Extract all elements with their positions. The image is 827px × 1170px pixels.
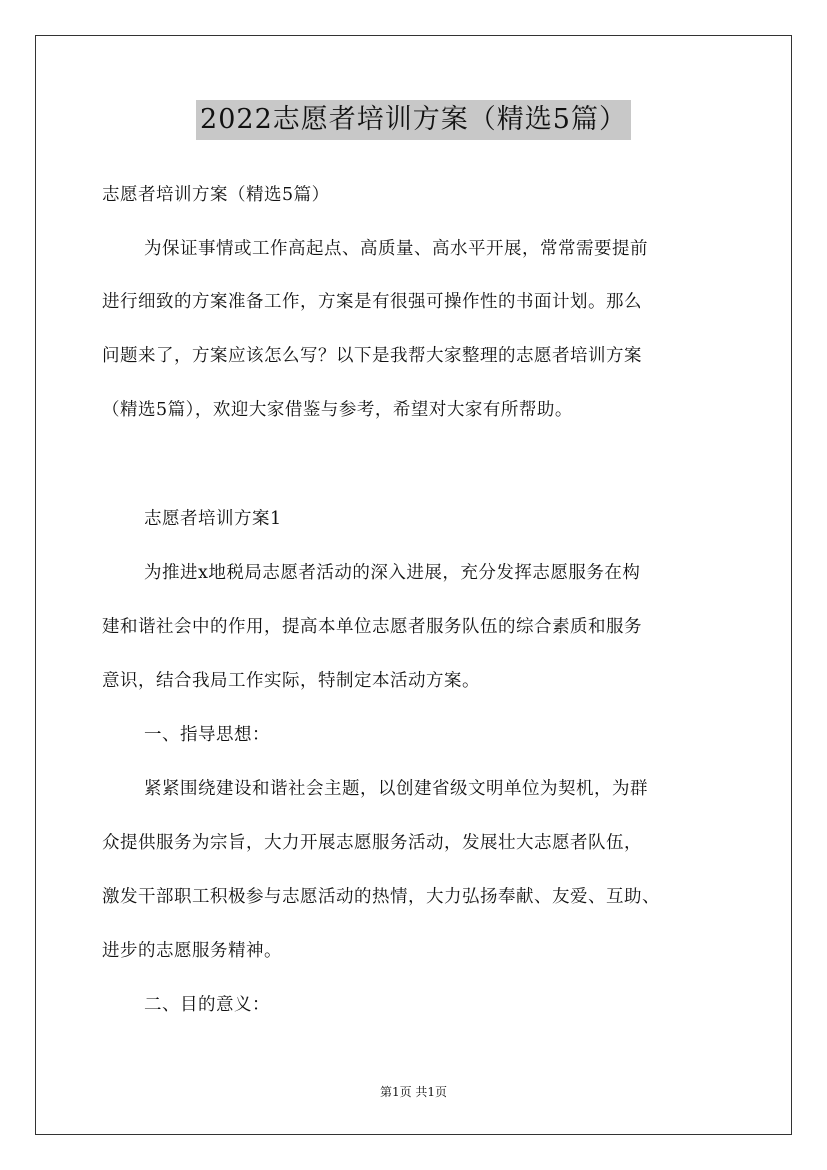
- paragraph-line: 激发干部职工积极参与志愿活动的热情，大力弘扬奉献、友爱、互助、: [102, 887, 660, 907]
- paragraph-line: 进行细致的方案准备工作，方案是有很强可操作性的书面计划。那么: [102, 292, 642, 312]
- paragraph-line: 紧紧围绕建设和谐社会主题，以创建省级文明单位为契机，为群: [144, 779, 648, 799]
- paragraph-line: 众提供服务为宗旨，大力开展志愿服务活动，发展壮大志愿者队伍，: [102, 833, 642, 853]
- paragraph-line: 进步的志愿服务精神。: [102, 941, 282, 961]
- page-footer: 第1页 共1页: [379, 1085, 448, 1099]
- subtitle-line: 志愿者培训方案（精选5篇）: [102, 185, 330, 205]
- section-heading: 二、目的意义：: [144, 995, 270, 1015]
- paragraph-line: 为推进x地税局志愿者活动的深入进展，充分发挥志愿服务在构: [144, 563, 641, 583]
- paragraph-line: 问题来了，方案应该怎么写？以下是我帮大家整理的志愿者培训方案: [102, 346, 642, 366]
- section-heading: 一、指导思想：: [144, 725, 270, 745]
- paragraph-line: 建和谐社会中的作用，提高本单位志愿者服务队伍的综合素质和服务: [102, 617, 642, 637]
- document-title: 2022志愿者培训方案（精选5篇）: [196, 100, 631, 140]
- section-heading: 志愿者培训方案1: [144, 509, 282, 529]
- paragraph-line: 为保证事情或工作高起点、高质量、高水平开展，常常需要提前: [144, 239, 648, 259]
- title-container: [0, 100, 827, 140]
- paragraph-line: （精选5篇），欢迎大家借鉴与参考，希望对大家有所帮助。: [102, 400, 573, 420]
- paragraph-line: 意识，结合我局工作实际，特制定本活动方案。: [102, 671, 480, 691]
